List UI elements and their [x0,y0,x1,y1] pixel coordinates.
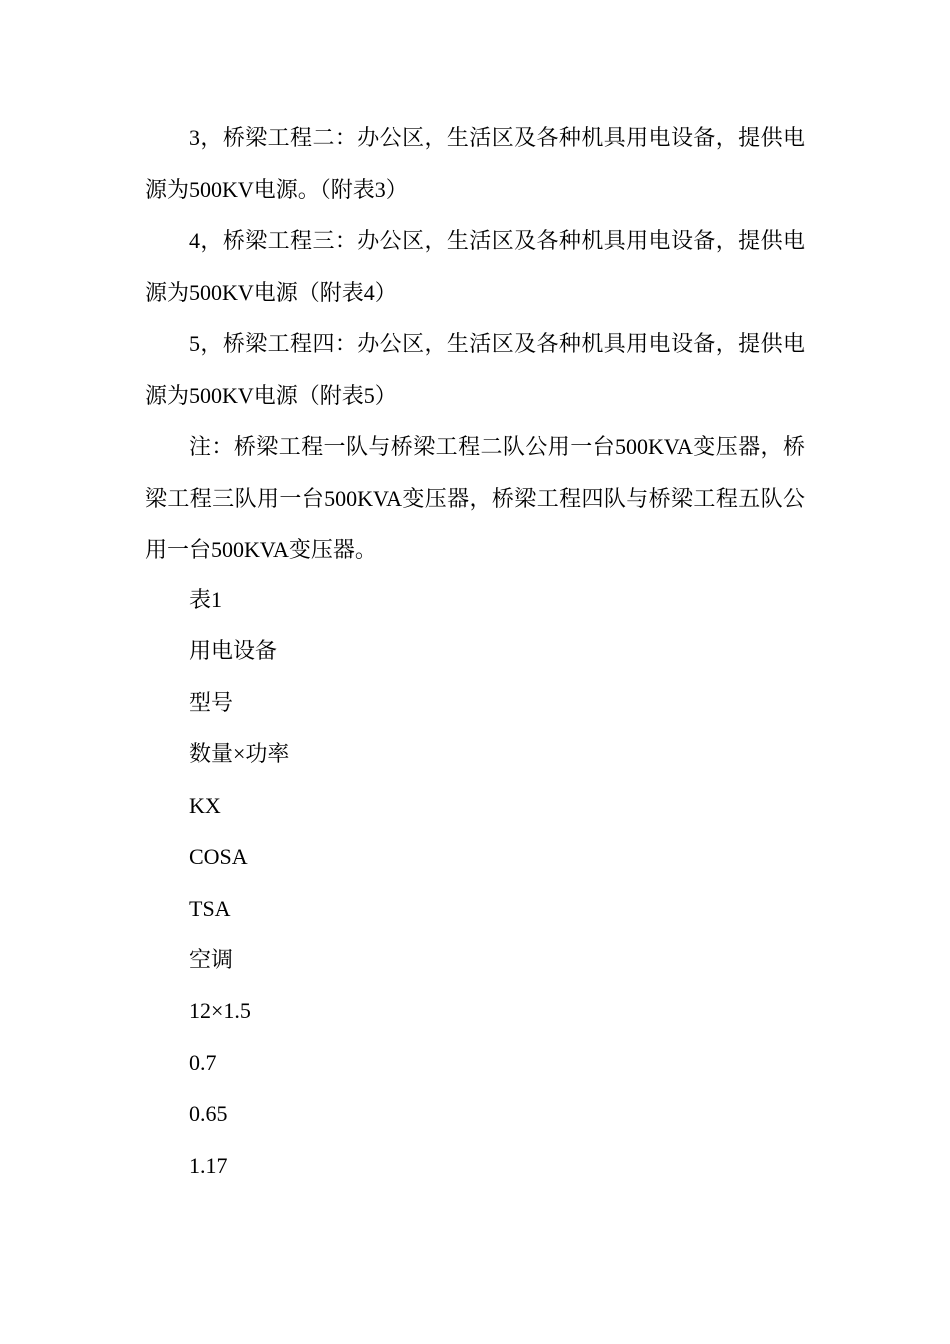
table-header-kx: KX [189,793,221,818]
paragraph-note: 注：桥梁工程一队与桥梁工程二队公用一台500KVA变压器，桥梁工程三队用一台500KVA变压器，桥梁工程四队与桥梁工程五队公用一台500KVA变压器。 [145,434,805,562]
table-header-model: 型号 [189,690,234,715]
table-cell-kx: 0.7 [189,1050,217,1075]
table-cell-quantity-power: 12×1.5 [189,998,251,1023]
table-caption: 表1 [189,587,223,612]
table-cell-equipment: 空调 [189,947,234,972]
table-header-quantity-power: 数量×功率 [189,741,290,766]
table-header-cosa: COSA [189,844,248,869]
table-header-tsa: TSA [189,896,231,921]
table-header-equipment: 用电设备 [189,638,278,663]
paragraph-bridge-project-3: 4，桥梁工程三：办公区，生活区及各种机具用电设备，提供电源为500KV电源（附表4） [145,228,805,305]
paragraph-bridge-project-4: 5，桥梁工程四：办公区，生活区及各种机具用电设备，提供电源为500KV电源（附表5） [145,331,805,408]
table-cell-cosa: 0.65 [189,1101,228,1126]
table-cell-tsa: 1.17 [189,1153,228,1178]
paragraph-bridge-project-2: 3，桥梁工程二：办公区，生活区及各种机具用电设备，提供电源为500KV电源。（附表3） [145,125,805,202]
